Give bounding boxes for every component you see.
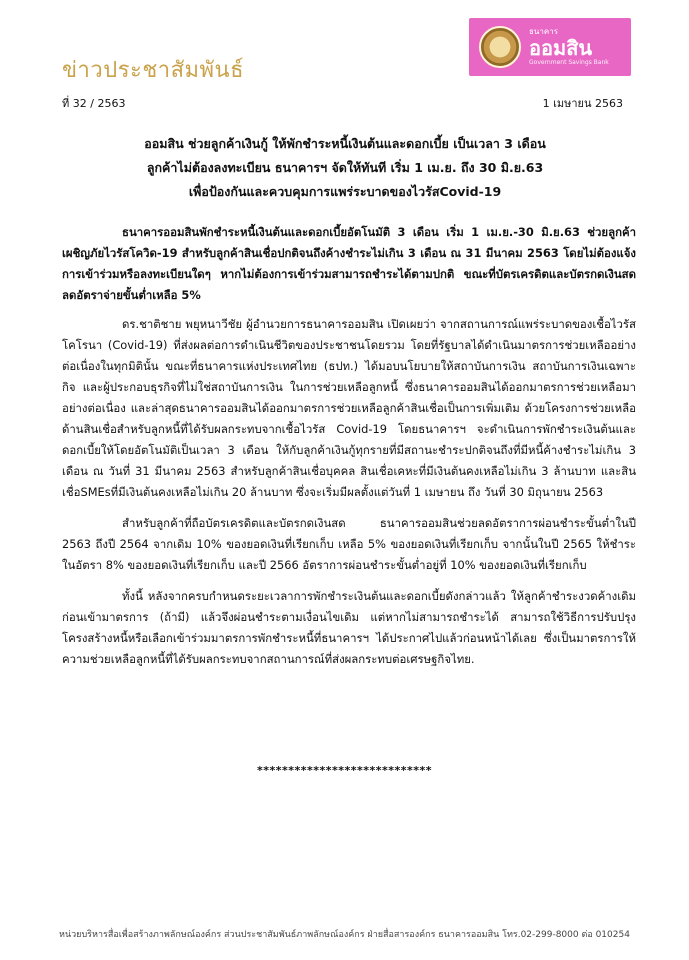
body-paragraph: สำหรับลูกค้าที่ถือบัตรเครดิตและบัตรกดเงินสด ธนาคารออมสินช่วยลดอัตราการผ่อนชำระขั้นต่ำในปี 2563 ถึงปี 2564 จากเดิม 10% ของยอดเงินที่เรียกเก็บ เหลือ 5% ของยอดเงินที่เรียกเก็บ จากนั้นในปี 2565 ให้ชำระในอัตรา 8% ของยอดเงินที่เรียกเก็บ และปี 2566 อัตราการผ่อนชำระขั้นต่ำอยู่ที่ 10% ของยอดเงินที่เรียกเก็บ xyxy=(62,516,636,572)
gsb-logo xyxy=(469,18,631,76)
footer-contact: หน่วยบริหารสื่อเพื่อสร้างภาพลักษณ์องค์กร ส่วนประชาสัมพันธ์ภาพลักษณ์องค์กร ฝ่ายสื่อสารองค์กร ธนาคารออมสิน โทร.02-299-8000 ต่อ 010254 xyxy=(59,930,630,940)
body-paragraph: ทั้งนี้ หลังจากครบกำหนดระยะเวลาการพักชำระเงินต้นและดอกเบี้ยดังกล่าวแล้ว ให้ลูกค้าชำระงวดค้างเดิมก่อนเข้ามาตรการ (ถ้ามี) แล้วจึงผ่อนชำระตามเงื่อนไขเดิม แต่หากไม่สามารถชำระได้ สามารถใช้วิธีการปรับปรุงโครงสร้างหนี้หรือเลือกเข้าร่วมมาตรการพักชำระหนี้ที่ธนาคารฯ ได้ประกาศไปแล้วก่อนหน้าได้เลย ซึ่งเป็นมาตรการให้ความช่วยเหลือลูกหนี้ที่ได้รับผลกระทบจากสถานการณ์ที่ส่งผลกระทบต่อเศรษฐกิจไทย. xyxy=(62,589,636,666)
document-date: 1 เมษายน 2563 xyxy=(542,97,623,110)
press-release-heading: ข่าวประชาสัมพันธ์ xyxy=(62,58,245,83)
logo-text xyxy=(529,28,609,66)
body-paragraph: ดร.ชาติชาย พยุหนาวีชัย ผู้อำนวยการธนาคารออมสิน เปิดเผยว่า จากสถานการณ์แพร่ระบาดของเชื้อไวรัสโคโรนา (Covid-19) ที่ส่งผลต่อการดำเนินชีวิตของประชาชนโดยรวม โดยที่รัฐบาลได้ดำเนินมาตรการช่วยเหลืออย่างต่อเนื่องในทุกมิตินั้น ขณะที่ธนาคารแห่งประเทศไทย (ธปท.) ได้มอบนโยบายให้สถาบันการเงิน สถาบันการเงินเฉพาะกิจ และผู้ประกอบธุรกิจที่ไม่ใช่สถาบันการเงิน ในการช่วยเหลือลูกหนี้ ซึ่งธนาคารออมสินได้ออกมาตรการช่วยเหลือมาอย่างต่อเนื่อง และล่าสุดธนาคารออมสินได้ออกมาตรการช่วยเหลือลูกค้าสินเชื่อเป็นการเพิ่มเติม ด้วยโครงการช่วยเหลือด้านสินเชื่อสำหรับลูกหนี้ที่ได้รับผลกระทบจากเชื้อไวรัส Covid-19 โดยธนาคารฯ จะดำเนินการพักชำระเงินต้นและดอกเบี้ยให้โดยอัตโนมัติเป็นเวลา 3 เดือน ให้กับลูกค้าเงินกู้ทุกรายที่มีสถานะชำระปกติจนถึงที่มีหนี้ค้างชำระไม่เกิน 3 เดือน ณ วันที่ 31 มีนาคม 2563 สำหรับลูกค้าสินเชื่อบุคคล สินเชื่อเคหะที่มีเงินต้นคงเหลือไม่เกิน 3 ล้านบาท และสินเชื่อSMEsที่มีเงินต้นคงเหลือไม่เกิน 20 ล้านบาท ซึ่งจะเริ่มมีผลตั้งแต่วันที่ 1 เมษายน ถึง วันที่ 30 มิถุนายน 2563 xyxy=(62,317,636,499)
headline-line: ลูกค้าไม่ต้องลงทะเบียน ธนาคารฯ จัดให้ทันที เริ่ม 1 เม.ย. ถึง 30 มิ.ย.63 xyxy=(146,160,544,175)
document-number: ที่ 32 / 2563 xyxy=(62,97,126,110)
separator-line: **************************** xyxy=(256,764,433,777)
headline xyxy=(60,132,630,204)
lead-paragraph: ธนาคารออมสินพักชำระหนี้เงินต้นและดอกเบี้ยอัตโนมัติ 3 เดือน เริ่ม 1 เม.ย.-30 มิ.ย.63 ช่วยลูกค้าเผชิญภัยไวรัสโควิด-19 สำหรับลูกค้าสินเชื่อปกติจนถึงค้างชำระไม่เกิน 3 เดือน ณ 31 มีนาคม 2563 โดยไม่ต้องแจ้งการเข้าร่วมหรือลงทะเบียนใดๆ หากไม่ต้องการเข้าร่วมสามารถชำระได้ตามปกติ ขณะที่บัตรเครดิตและบัตรกดเงินสด ลดอัตราจ่ายขั้นต่ำเหลือ 5% xyxy=(62,225,636,302)
logo-small-text: ธนาคาร xyxy=(529,27,558,36)
logo-english-name: Government Savings Bank xyxy=(529,59,609,66)
logo-bank-name: ออมสิน xyxy=(529,36,593,60)
headline-line: เพื่อป้องกันและควบคุมการแพร่ระบาดของไวรัสCovid-19 xyxy=(188,184,502,199)
gsb-emblem-icon xyxy=(479,26,521,68)
headline-line: ออมสิน ช่วยลูกค้าเงินกู้ ให้พักชำระหนี้เงินต้นและดอกเบี้ย เป็นเวลา 3 เดือน xyxy=(144,136,546,151)
article-body xyxy=(62,222,636,680)
